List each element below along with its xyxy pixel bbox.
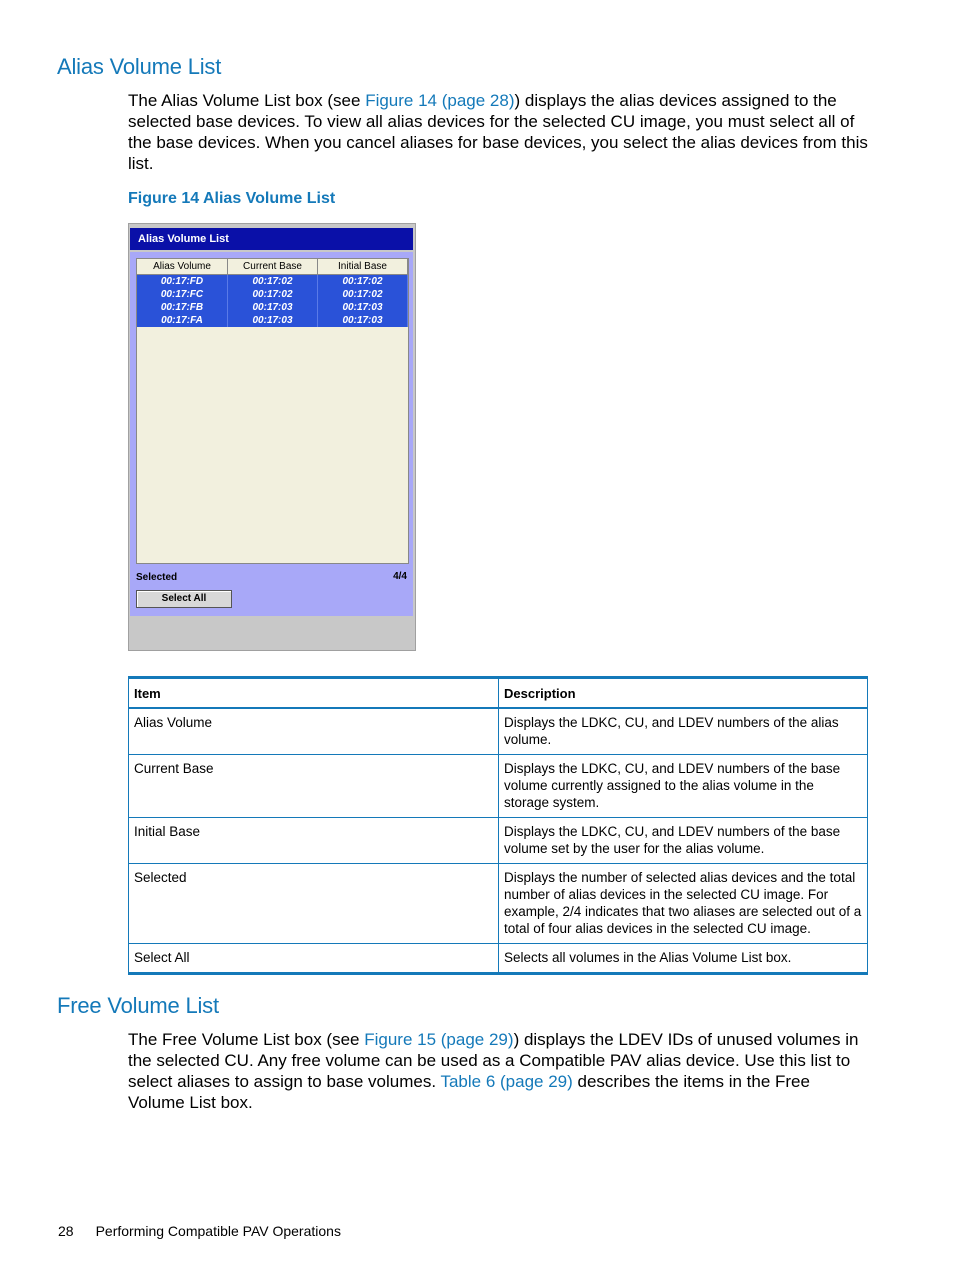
chapter-title: Performing Compatible PAV Operations (95, 1223, 341, 1239)
text-segment: ) displays the alias devices assigned to the selected base devices. To view all alias devices for the selected CU image, you must select all of the base devices. When you cancel aliases for base devices, you select the alias devices from this list. (128, 91, 868, 173)
page-footer (58, 1223, 341, 1239)
figure-15-link[interactable]: Figure 15 (page 29) (364, 1030, 514, 1049)
text-segment: The Free Volume List box (see (128, 1030, 365, 1049)
cell-alias-volume: 00:17:FD (137, 275, 228, 288)
table-6-link[interactable]: Table 6 (page 29) (440, 1072, 573, 1091)
free-description-paragraph (128, 1029, 870, 1113)
text-segment: The Alias Volume List box (see (128, 91, 366, 110)
table-row (129, 944, 868, 974)
table-cell-item: Select All (129, 944, 499, 974)
cell-current-base: 00:17:02 (228, 288, 318, 301)
alias-volume-list-screenshot (128, 223, 416, 651)
table-row (129, 864, 868, 944)
heading-free-volume-list: Free Volume List (57, 993, 219, 1018)
table-cell-item: Current Base (129, 755, 499, 818)
table-row (129, 708, 868, 755)
list-row (137, 314, 408, 327)
table-header-item: Item (129, 678, 499, 709)
table-cell-item: Initial Base (129, 818, 499, 864)
text-segment: describes the items in the Free Volume List box. (128, 1072, 810, 1112)
selected-count: 4/4 (393, 571, 407, 582)
select-all-button: Select All (136, 590, 232, 608)
dialog-panel (130, 252, 413, 616)
selected-label: Selected (136, 572, 178, 583)
list-row (137, 301, 408, 314)
page-number: 28 (58, 1223, 74, 1239)
list-header (137, 259, 408, 275)
cell-current-base: 00:17:03 (228, 301, 318, 314)
table-cell-description: Displays the number of selected alias devices and the total number of alias devices in the selected CU image. For example, 2/4 indicates that two aliases are selected out of a total of four alias devices in the selected CU image. (499, 864, 868, 944)
dialog-title-bar: Alias Volume List (130, 228, 413, 250)
cell-alias-volume: 00:17:FC (137, 288, 228, 301)
cell-initial-base: 00:17:03 (318, 314, 408, 327)
table-header-row (129, 678, 868, 709)
table-cell-description: Selects all volumes in the Alias Volume List box. (499, 944, 868, 974)
cell-current-base: 00:17:03 (228, 314, 318, 327)
table-row (129, 755, 868, 818)
alias-description-paragraph (128, 90, 870, 174)
cell-alias-volume: 00:17:FA (137, 314, 228, 327)
list-row (137, 275, 408, 288)
column-header-current-base: Current Base (228, 259, 318, 275)
cell-alias-volume: 00:17:FB (137, 301, 228, 314)
figure-14-link[interactable]: Figure 14 (page 28) (365, 91, 515, 110)
table-cell-description: Displays the LDKC, CU, and LDEV numbers of the alias volume. (499, 708, 868, 755)
cell-initial-base: 00:17:03 (318, 301, 408, 314)
figure-caption: Figure 14 Alias Volume List (128, 190, 336, 207)
heading-alias-volume-list: Alias Volume List (57, 54, 222, 79)
alias-volume-listbox (136, 258, 409, 564)
table-row (129, 818, 868, 864)
cell-current-base: 00:17:02 (228, 275, 318, 288)
text-segment: ) displays the LDEV IDs of unused volumes in the selected CU. Any free volume can be used as a Compatible PAV alias device. Use this list to select aliases to assign to base volumes. (128, 1030, 859, 1091)
table-cell-item: Alias Volume (129, 708, 499, 755)
column-header-initial-base: Initial Base (318, 259, 408, 275)
cell-initial-base: 00:17:02 (318, 275, 408, 288)
table-header-description: Description (499, 678, 868, 709)
column-header-alias-volume: Alias Volume (137, 259, 228, 275)
list-row (137, 288, 408, 301)
alias-volume-items-table (128, 676, 868, 975)
table-cell-description: Displays the LDKC, CU, and LDEV numbers of the base volume currently assigned to the alias volume in the storage system. (499, 755, 868, 818)
table-cell-description: Displays the LDKC, CU, and LDEV numbers of the base volume set by the user for the alias volume. (499, 818, 868, 864)
cell-initial-base: 00:17:02 (318, 288, 408, 301)
table-cell-item: Selected (129, 864, 499, 944)
